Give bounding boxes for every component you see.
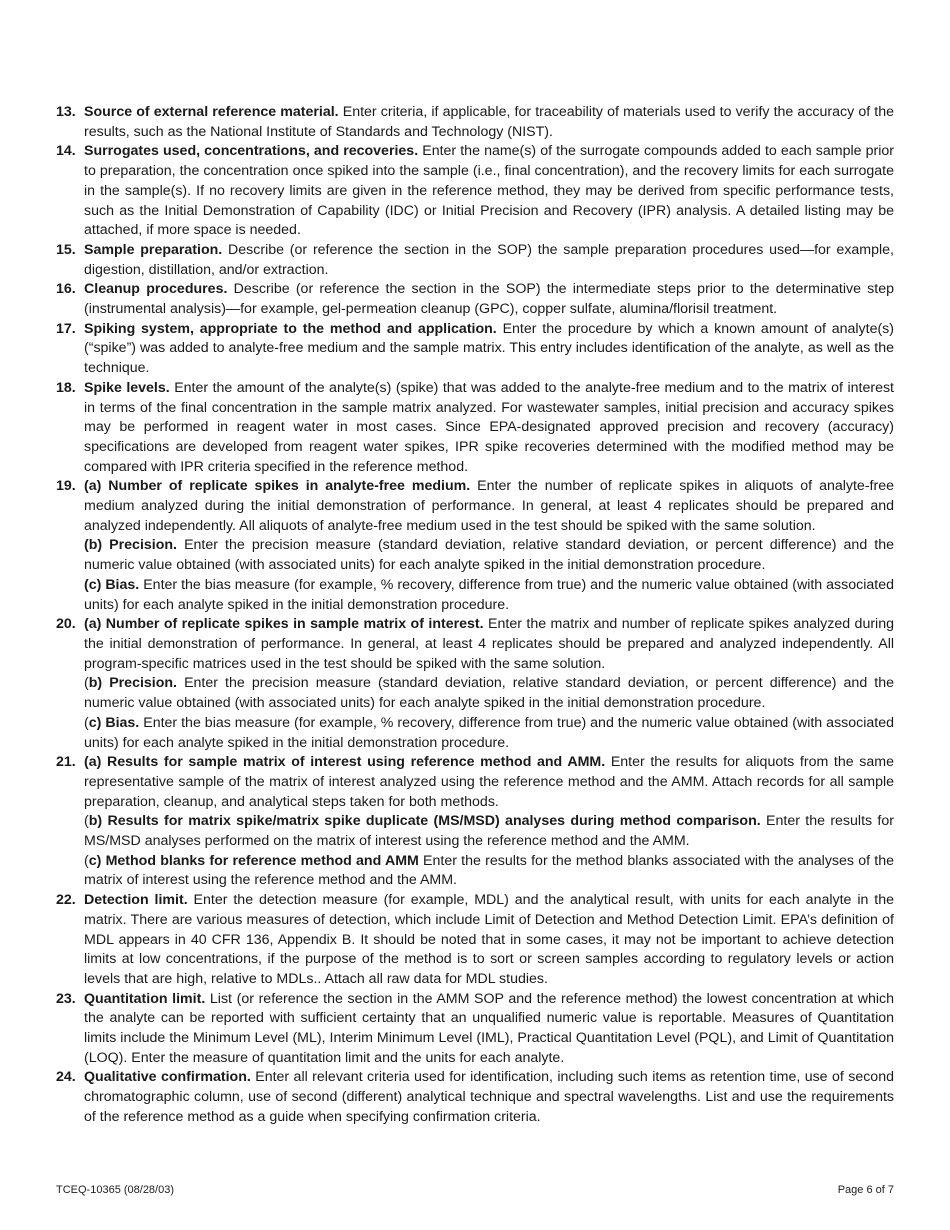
item-paragraph: [84, 1068, 894, 1127]
paragraph-text: Enter the procedure by which a known amount of analyte(s) (“spike”) was added to analyte-free medium and the sample matrix. This entry includes identification of the analyte, as well as the technique.: [84, 320, 894, 377]
item-number: 22.: [56, 892, 76, 909]
item-paragraph: [84, 852, 894, 891]
paragraph-text: Enter the bias measure (for example, % recovery, difference from true) and the numeric value obtained (with associated units) for each analyte spiked in the initial demonstration procedure.: [84, 576, 894, 613]
paragraph-heading: b) Precision.: [88, 675, 178, 692]
paragraph-heading: (c) Bias.: [84, 576, 140, 593]
paragraph-text: Enter the precision measure (standard deviation, relative standard deviation, or percent difference) and the numeric value obtained (with associated units) for each analyte spiked in the initial demonstration procedure.: [84, 675, 894, 712]
list-item: [56, 615, 894, 753]
item-paragraph: [84, 891, 894, 990]
item-number: 17.: [56, 320, 76, 337]
item-number: 14.: [56, 143, 76, 160]
paragraph-heading: c) Method blanks for reference method and AMM: [88, 852, 419, 869]
item-paragraph: [84, 576, 894, 615]
instruction-list: [56, 103, 894, 1128]
item-paragraph: [84, 615, 894, 674]
item-number: 18.: [56, 379, 76, 396]
form-id-footer: TCEQ-10365 (08/28/03): [56, 1184, 175, 1196]
list-item: [56, 990, 894, 1069]
paragraph-heading: (a) Number of replicate spikes in analyte-free medium.: [84, 478, 471, 495]
paragraph-heading: (b) Precision.: [84, 537, 177, 554]
paragraph-text: Enter criteria, if applicable, for traceability of materials used to verify the accuracy of the results, such as the National Institute of Standards and Technology (NIST).: [84, 104, 894, 140]
item-number: 20.: [56, 616, 76, 633]
paragraph-text: Enter the name(s) of the surrogate compounds added to each sample prior to preparation, the concentration once spiked into the sample (i.e., final concentration), and the recovery limits for each surrogate in the sample(s). If no recovery limits are given in the reference method, they may be derived from specific performance tests, such as the Initial Demonstration of Capability (IDC) or Initial Precision and Recovery (IPR) analysis. A detailed listing may be attached, if more space is needed.: [84, 143, 894, 239]
paragraph-prefix: (: [84, 714, 89, 731]
list-item: [56, 891, 894, 990]
paragraph-text: Describe (or reference the section in the SOP) the sample preparation procedures used—for example, digestion, distillation, and/or extraction.: [84, 241, 894, 278]
paragraph-text: Enter the number of replicate spikes in aliquots of analyte-free medium analyzed during the initial demonstration of performance. In general, at least 4 replicates should be prepared and analyzed independently. All aliquots of analyte-free medium used in the test should be spiked with the same solution.: [84, 478, 894, 534]
paragraph-text: Enter the amount of the analyte(s) (spike) that was added to the analyte-free medium and to the matrix of interest in terms of the final concentration in the sample matrix analyzed. For wastewater samples, initial precision and accuracy spikes may be performed in reagent water in most cases. Since EPA-designated approved precision and recovery (accuracy) specifications are developed from reagent water spikes, IPR spike recoveries determined with the modified method may be compared with IPR criteria specified in the reference method.: [84, 379, 894, 475]
paragraph-text: Enter the bias measure (for example, % recovery, difference from true) and the numeric value obtained (with associated units) for each analyte spiked in the initial demonstration procedure.: [84, 714, 895, 751]
paragraph-text: Enter the precision measure (standard deviation, relative standard deviation, or percent difference) and the numeric value obtained (with associated units) for each analyte spiked in the initial demonstration procedure.: [84, 537, 894, 574]
item-number: 15.: [56, 241, 76, 258]
list-item: [56, 477, 894, 615]
list-item: [56, 241, 894, 280]
item-paragraph: [84, 379, 894, 478]
item-paragraph: [84, 103, 894, 142]
item-paragraph: [84, 320, 894, 379]
list-item: [56, 320, 894, 379]
item-paragraph: [84, 812, 894, 851]
list-item: [56, 379, 894, 478]
paragraph-heading: b) Results for matrix spike/matrix spike duplicate (MS/MSD) analyses during method comparison.: [88, 813, 761, 830]
page-number-footer: Page 6 of 7: [837, 1184, 894, 1196]
paragraph-heading: Cleanup procedures.: [84, 281, 228, 298]
paragraph-heading: Surrogates used, concentrations, and recoveries.: [84, 143, 419, 160]
paragraph-text: Describe (or reference the section in the SOP) the intermediate steps prior to the determinative step (instrumental analysis)—for example, gel-permeation cleanup (GPC), copper sulfate, alumina/florisil treatment.: [84, 281, 894, 318]
item-paragraph: [84, 536, 894, 575]
list-item: [56, 103, 894, 142]
list-item: [56, 142, 894, 241]
paragraph-text: Enter the results for aliquots from the same representative sample of the matrix of interest analyzed using the reference method and the AMM. Attach records for all sample preparation, cleanup, and analytical steps taken for both methods.: [84, 754, 894, 810]
paragraph-heading: Detection limit.: [84, 892, 188, 909]
paragraph-text: Enter the detection measure (for example, MDL) and the analytical result, with units for each analyte in the matrix. There are various measures of detection, which include Limit of Detection and Method Detection Limit. EPA’s definition of MDL appears in 40 CFR 136, Appendix B. It should be noted that in some cases, it may not be important to achieve detection limits at low concentrations, if the purpose of the method is to sort or screen samples according to regulatory levels or action levels that are high, relative to MDLs.. Attach all raw data for MDL studies.: [84, 892, 894, 987]
item-number: 16.: [56, 281, 76, 298]
item-paragraph: [84, 241, 894, 280]
list-item: [56, 1068, 894, 1127]
list-item: [56, 753, 894, 891]
list-item: [56, 280, 894, 319]
item-paragraph: [84, 477, 894, 536]
item-paragraph: [84, 714, 894, 753]
item-paragraph: [84, 674, 894, 713]
item-paragraph: [84, 142, 894, 241]
paragraph-text: List (or reference the section in the AMM SOP and the reference method) the lowest concentration at which the analyte can be reported with sufficient certainty that an unqualified numeric value is reportable. Measures of Quantitation limits include the Minimum Level (ML), Interim Minimum Level (IML), Practical Quantitation Level (PQL), and Limit of Quantitation (LOQ). Enter the measure of quantitation limit and the units for each analyte.: [84, 990, 894, 1066]
paragraph-heading: Spike levels.: [84, 379, 170, 396]
paragraph-heading: c) Bias.: [88, 714, 140, 731]
paragraph-heading: Source of external reference material.: [84, 104, 339, 120]
paragraph-text: Enter the results for the method blanks associated with the analyses of the matrix of interest using the reference method and the AMM.: [84, 852, 894, 889]
paragraph-heading: Sample preparation.: [84, 241, 223, 258]
paragraph-prefix: (: [84, 813, 89, 830]
item-number: 13.: [56, 104, 76, 120]
item-number: 21.: [56, 754, 76, 771]
paragraph-heading: Quantitation limit.: [84, 990, 206, 1007]
document-page: [56, 103, 894, 1128]
item-number: 24.: [56, 1069, 76, 1086]
paragraph-text: Enter the results for MS/MSD analyses performed on the matrix of interest using the reference method and the AMM.: [84, 813, 894, 850]
item-paragraph: [84, 753, 894, 812]
item-paragraph: [84, 990, 894, 1069]
item-number: 23.: [56, 990, 76, 1007]
paragraph-text: Enter all relevant criteria used for identification, including such items as retention time, use of second chromatographic column, use of second (different) analytical technique and spectral wavelengths. List and use the requirements of the reference method as a guide when specifying confirmation criteria.: [84, 1069, 894, 1125]
paragraph-heading: Spiking system, appropriate to the method and application.: [84, 320, 497, 337]
paragraph-prefix: (: [84, 852, 89, 869]
item-number: 19.: [56, 478, 76, 495]
paragraph-prefix: (: [84, 675, 89, 692]
item-paragraph: [84, 280, 894, 319]
paragraph-heading: Qualitative confirmation.: [84, 1069, 251, 1086]
paragraph-heading: (a) Number of replicate spikes in sample matrix of interest.: [84, 616, 484, 633]
paragraph-text: Enter the matrix and number of replicate spikes analyzed during the initial demonstration of performance. In general, at least 4 replicates should be prepared and analyzed independently. All program-specific matrices used in the test should be spiked with the same solution.: [84, 616, 894, 672]
paragraph-heading: (a) Results for sample matrix of interest using reference method and AMM.: [84, 754, 606, 771]
